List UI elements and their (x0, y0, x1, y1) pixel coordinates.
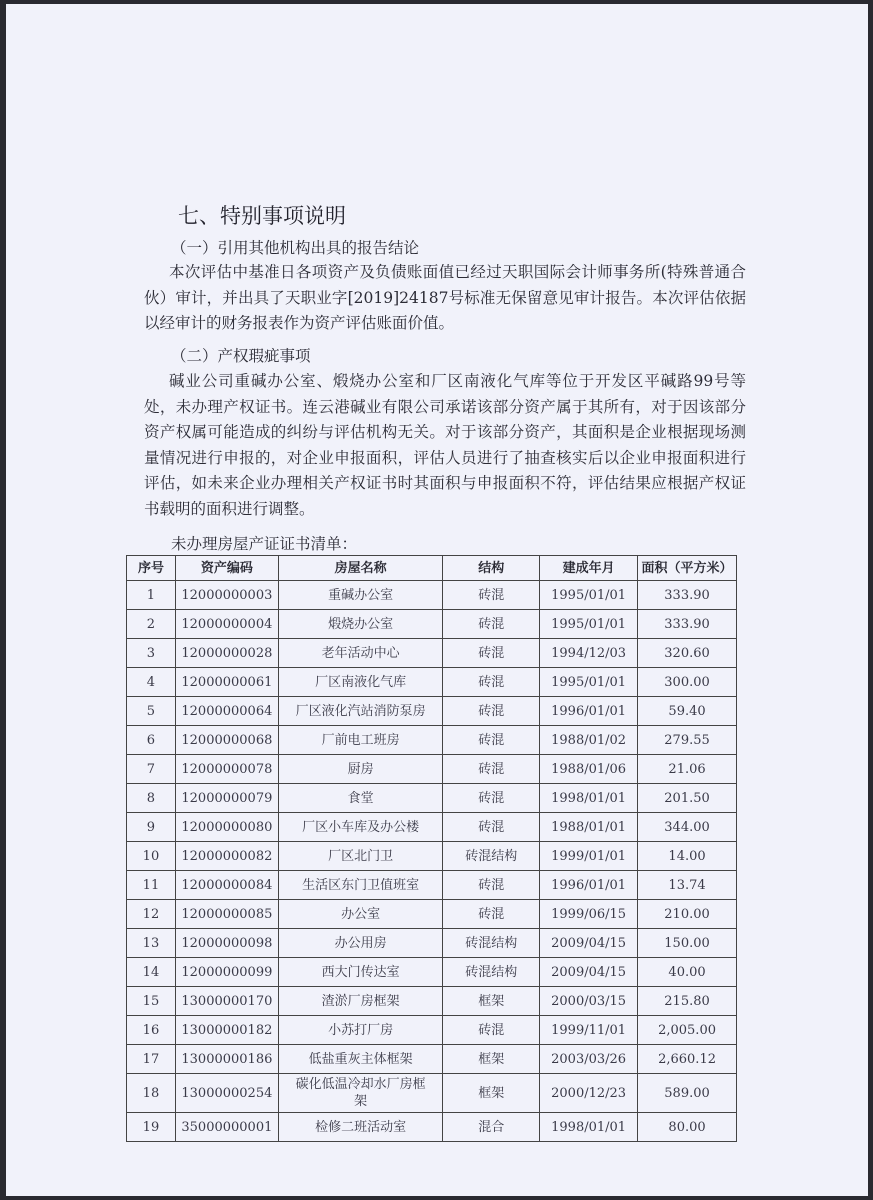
table-cell: 1988/01/02 (540, 726, 638, 755)
table-cell: 12000000003 (175, 581, 278, 610)
table-cell: 12000000028 (175, 639, 278, 668)
table-cell: 1999/11/01 (540, 1016, 638, 1045)
table-cell: 12000000082 (175, 842, 278, 871)
table-cell: 厂前电工班房 (278, 726, 443, 755)
table-row (127, 900, 737, 929)
table-cell: 13000000170 (175, 987, 278, 1016)
column-header: 房屋名称 (278, 556, 443, 581)
table-cell: 12000000064 (175, 697, 278, 726)
table-cell: 厂区小车库及办公楼 (278, 813, 443, 842)
table-cell: 333.90 (638, 610, 737, 639)
table-cell: 砖混 (443, 784, 540, 813)
table-cell: 1995/01/01 (540, 581, 638, 610)
table-cell: 11 (127, 871, 176, 900)
table-cell: 1996/01/01 (540, 697, 638, 726)
table-cell: 40.00 (638, 958, 737, 987)
table-cell: 4 (127, 668, 176, 697)
table-cell: 1988/01/01 (540, 813, 638, 842)
table-cell: 13 (127, 929, 176, 958)
table-row (127, 842, 737, 871)
table-cell: 砖混 (443, 610, 540, 639)
table-row (127, 1074, 737, 1113)
table-cell: 砖混结构 (443, 929, 540, 958)
table-cell: 2000/12/23 (540, 1074, 638, 1113)
table-cell: 344.00 (638, 813, 737, 842)
table-cell: 框架 (443, 987, 540, 1016)
table-cell: 厨房 (278, 755, 443, 784)
table-cell: 砖混 (443, 668, 540, 697)
table-cell: 渣淤厂房框架 (278, 987, 443, 1016)
table-cell: 35000000001 (175, 1113, 278, 1142)
table-cell: 12000000078 (175, 755, 278, 784)
table-row (127, 1016, 737, 1045)
table-cell: 食堂 (278, 784, 443, 813)
table-cell: 低盐重灰主体框架 (278, 1045, 443, 1074)
table-cell: 333.90 (638, 581, 737, 610)
table-cell: 1995/01/01 (540, 668, 638, 697)
table-cell: 279.55 (638, 726, 737, 755)
table-cell: 砖混 (443, 581, 540, 610)
table-cell: 检修二班活动室 (278, 1113, 443, 1142)
table-row (127, 610, 737, 639)
table-row (127, 726, 737, 755)
table-cell: 小苏打厂房 (278, 1016, 443, 1045)
table-cell: 办公室 (278, 900, 443, 929)
table-cell: 10 (127, 842, 176, 871)
table-row (127, 987, 737, 1016)
table-cell: 老年活动中心 (278, 639, 443, 668)
table-cell: 1995/01/01 (540, 610, 638, 639)
table-cell: 2,005.00 (638, 1016, 737, 1045)
subsection-title-1: （一）引用其他机构出具的报告结论 (171, 239, 420, 257)
column-header: 结构 (443, 556, 540, 581)
table-cell: 厂区南液化气库 (278, 668, 443, 697)
subsection-title-2: （二）产权瑕疵事项 (171, 347, 311, 365)
table-cell: 12000000085 (175, 900, 278, 929)
table-cell: 框架 (443, 1045, 540, 1074)
table-cell: 201.50 (638, 784, 737, 813)
table-header-row (127, 556, 737, 581)
table-cell: 3 (127, 639, 176, 668)
table-cell: 1994/12/03 (540, 639, 638, 668)
table-row (127, 697, 737, 726)
table-cell: 16 (127, 1016, 176, 1045)
column-header: 建成年月 (540, 556, 638, 581)
column-header: 序号 (127, 556, 176, 581)
table-cell: 办公用房 (278, 929, 443, 958)
table-cell: 砖混 (443, 726, 540, 755)
table-cell: 厂区液化汽站消防泵房 (278, 697, 443, 726)
table-cell: 1999/01/01 (540, 842, 638, 871)
table-cell: 2000/03/15 (540, 987, 638, 1016)
table-cell: 320.60 (638, 639, 737, 668)
table-cell: 砖混 (443, 697, 540, 726)
table-cell: 砖混 (443, 900, 540, 929)
table-cell: 1 (127, 581, 176, 610)
table-cell: 2,660.12 (638, 1045, 737, 1074)
table-cell: 2009/04/15 (540, 929, 638, 958)
table-cell: 12000000084 (175, 871, 278, 900)
unregistered-property-table (126, 555, 737, 1142)
table-cell: 砖混 (443, 813, 540, 842)
table-cell: 煅烧办公室 (278, 610, 443, 639)
table-row (127, 581, 737, 610)
section-heading: 七、特别事项说明 (178, 204, 346, 228)
table-cell: 17 (127, 1045, 176, 1074)
table-cell: 14 (127, 958, 176, 987)
table-row (127, 668, 737, 697)
table-cell: 13000000186 (175, 1045, 278, 1074)
table-cell: 13.74 (638, 871, 737, 900)
table-cell: 300.00 (638, 668, 737, 697)
table-cell: 15 (127, 987, 176, 1016)
table-cell: 2003/03/26 (540, 1045, 638, 1074)
table-row (127, 871, 737, 900)
paragraph-1: 本次评估中基准日各项资产及负债账面值已经过天职国际会计师事务所(特殊普通合伙）审计，并出具了天职业字[2019]24187号标准无保留意见审计报告。本次评估依据以经审计的财务报表作为资产评估账面价值。 (144, 263, 746, 332)
table-cell: 砖混 (443, 871, 540, 900)
table-cell: 1999/06/15 (540, 900, 638, 929)
table-row (127, 755, 737, 784)
table-row (127, 784, 737, 813)
table-cell: 框架 (443, 1074, 540, 1113)
table-cell: 12000000079 (175, 784, 278, 813)
table-cell: 1998/01/01 (540, 784, 638, 813)
table-row (127, 1113, 737, 1142)
table-cell: 砖混 (443, 639, 540, 668)
table-cell: 210.00 (638, 900, 737, 929)
table-cell: 12000000061 (175, 668, 278, 697)
table-cell: 215.80 (638, 987, 737, 1016)
table-cell: 重碱办公室 (278, 581, 443, 610)
table-cell: 混合 (443, 1113, 540, 1142)
table-cell: 7 (127, 755, 176, 784)
table-row (127, 639, 737, 668)
table-cell: 12000000099 (175, 958, 278, 987)
table-row (127, 929, 737, 958)
table-cell: 2009/04/15 (540, 958, 638, 987)
table-cell: 西大门传达室 (278, 958, 443, 987)
column-header: 资产编码 (175, 556, 278, 581)
table-cell: 碳化低温冷却水厂房框架 (278, 1074, 443, 1113)
table-cell: 12000000098 (175, 929, 278, 958)
table-cell: 1988/01/06 (540, 755, 638, 784)
table-cell: 12000000080 (175, 813, 278, 842)
table-cell: 生活区东门卫值班室 (278, 871, 443, 900)
paragraph-2: 碱业公司重碱办公室、煅烧办公室和厂区南液化气库等位于开发区平碱路99号等处，未办理产权证书。连云港碱业有限公司承诺该部分资产属于其所有，对于因该部分资产权属可能造成的纠纷与评估机构无关。对于该部分资产，其面积是企业根据现场测量情况进行申报的，对企业申报面积，评估人员进行了抽查核实后以企业申报面积进行评估，如未来企业办理相关产权证书时其面积与申报面积不符，评估结果应根据产权证书载明的面积进行调整。 (144, 372, 746, 518)
table-cell: 1998/01/01 (540, 1113, 638, 1142)
table-cell: 9 (127, 813, 176, 842)
list-caption: 未办理房屋产证证书清单： (171, 535, 358, 553)
column-header: 面积（平方米） (638, 556, 737, 581)
table-cell: 砖混结构 (443, 958, 540, 987)
table-cell: 19 (127, 1113, 176, 1142)
table-row (127, 813, 737, 842)
table-cell: 13000000182 (175, 1016, 278, 1045)
table-cell: 14.00 (638, 842, 737, 871)
table-cell: 2 (127, 610, 176, 639)
table-cell: 砖混结构 (443, 842, 540, 871)
table-row (127, 958, 737, 987)
table-cell: 8 (127, 784, 176, 813)
table-cell: 砖混 (443, 755, 540, 784)
table-cell: 12000000004 (175, 610, 278, 639)
table-cell: 1996/01/01 (540, 871, 638, 900)
table-cell: 59.40 (638, 697, 737, 726)
table-cell: 150.00 (638, 929, 737, 958)
table-cell: 12000000068 (175, 726, 278, 755)
table-cell: 12 (127, 900, 176, 929)
table-cell: 18 (127, 1074, 176, 1113)
table-cell: 21.06 (638, 755, 737, 784)
table-cell: 5 (127, 697, 176, 726)
table-cell: 6 (127, 726, 176, 755)
table-cell: 砖混 (443, 1016, 540, 1045)
table-cell: 80.00 (638, 1113, 737, 1142)
table-cell: 589.00 (638, 1074, 737, 1113)
table-cell: 厂区北门卫 (278, 842, 443, 871)
table-row (127, 1045, 737, 1074)
table-cell: 13000000254 (175, 1074, 278, 1113)
